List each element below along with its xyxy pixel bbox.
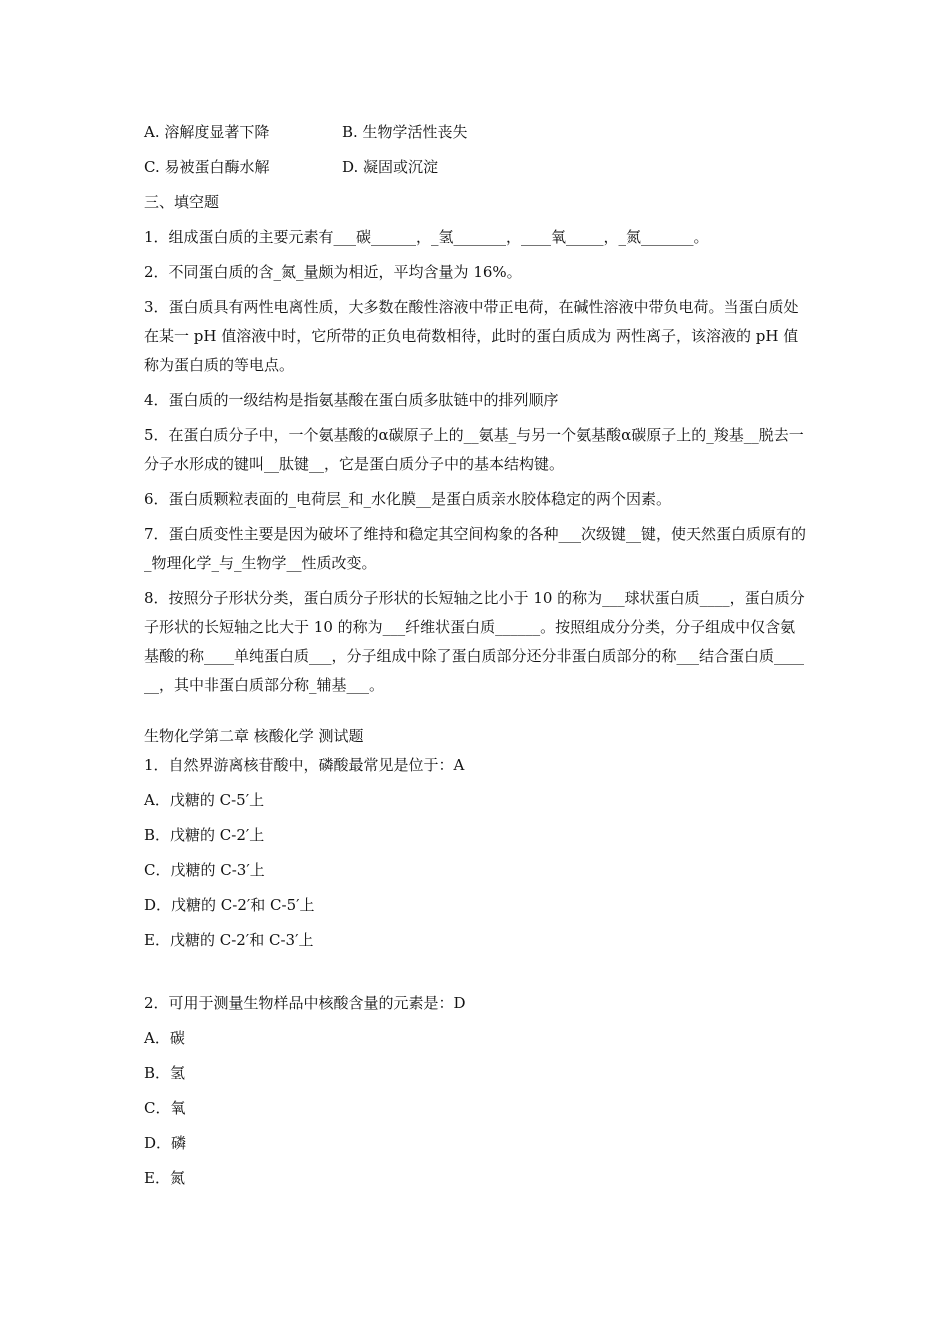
fill-item-6: 6．蛋白质颗粒表面的_电荷层_和_水化膜__是蛋白质亲水胶体稳定的两个因素。 xyxy=(144,490,672,508)
options-row xyxy=(144,118,808,147)
fill-item-7: 7．蛋白质变性主要是因为破坏了维持和稳定其空间构象的各种___次级键__键，使天然蛋白质原有的_物理化学_与_生物学__性质改变。 xyxy=(144,525,807,572)
option-a: A. 溶解度显著下降 xyxy=(144,123,270,141)
chapter-title: 生物化学第二章 核酸化学 测试题 xyxy=(144,727,364,745)
question-option: B．戊糖的 C-2′上 xyxy=(144,826,265,844)
question-option: E．氮 xyxy=(144,1169,185,1187)
fill-item-1: 1．组成蛋白质的主要元素有___碳______，_氢_______，____氧_____，_氮_______。 xyxy=(144,228,709,246)
question-stem: 1．自然界游离核苷酸中，磷酸最常见是位于：A xyxy=(144,756,465,774)
question-option: A．碳 xyxy=(144,1029,185,1047)
question-option: B．氢 xyxy=(144,1064,186,1082)
fill-item-2: 2．不同蛋白质的含_氮_量颇为相近，平均含量为 16%。 xyxy=(144,263,522,281)
option-b: B. 生物学活性丧失 xyxy=(342,123,468,141)
question-option: D．磷 xyxy=(144,1134,187,1152)
document-body xyxy=(144,118,808,1199)
question-option: E．戊糖的 C-2′和 C-3′上 xyxy=(144,931,314,949)
question-stem: 2．可用于测量生物样品中核酸含量的元素是：D xyxy=(144,994,466,1012)
question-option: C．戊糖的 C-3′上 xyxy=(144,861,265,879)
fill-item-4: 4．蛋白质的一级结构是指氨基酸在蛋白质多肽链中的排列顺序 xyxy=(144,391,559,409)
question-option: A．戊糖的 C-5′上 xyxy=(144,791,265,809)
option-c: C. 易被蛋白酶水解 xyxy=(144,158,270,176)
question-option: C．氧 xyxy=(144,1099,186,1117)
fill-item-8: 8．按照分子形状分类，蛋白质分子形状的长短轴之比小于 10 的称为___球状蛋白质____，蛋白质分子形状的长短轴之比大于 10 的称为___纤维状蛋白质______。按照组成分分类，分子组成中仅含氨基酸的称____单纯蛋白质___，分子组成中除了蛋白质部分还分非蛋白质部分的称___结合蛋白质______，其中非蛋白质部分称_辅基___。 xyxy=(144,589,805,694)
option-d: D. 凝固或沉淀 xyxy=(342,158,439,176)
section-heading: 三、填空题 xyxy=(144,193,220,211)
fill-item-5: 5．在蛋白质分子中，一个氨基酸的α碳原子上的__氨基_与另一个氨基酸α碳原子上的_羧基__脱去一分子水形成的键叫__肽键__，它是蛋白质分子中的基本结构键。 xyxy=(144,426,804,473)
options-row xyxy=(144,153,808,182)
fill-item-3: 3．蛋白质具有两性电离性质，大多数在酸性溶液中带正电荷，在碱性溶液中带负电荷。当蛋白质处在某一 pH 值溶液中时，它所带的正负电荷数相待，此时的蛋白质成为 两性离子，该溶液的 pH 值称为蛋白质的等电点。 xyxy=(144,298,799,374)
question-option: D．戊糖的 C-2′和 C-5′上 xyxy=(144,896,315,914)
